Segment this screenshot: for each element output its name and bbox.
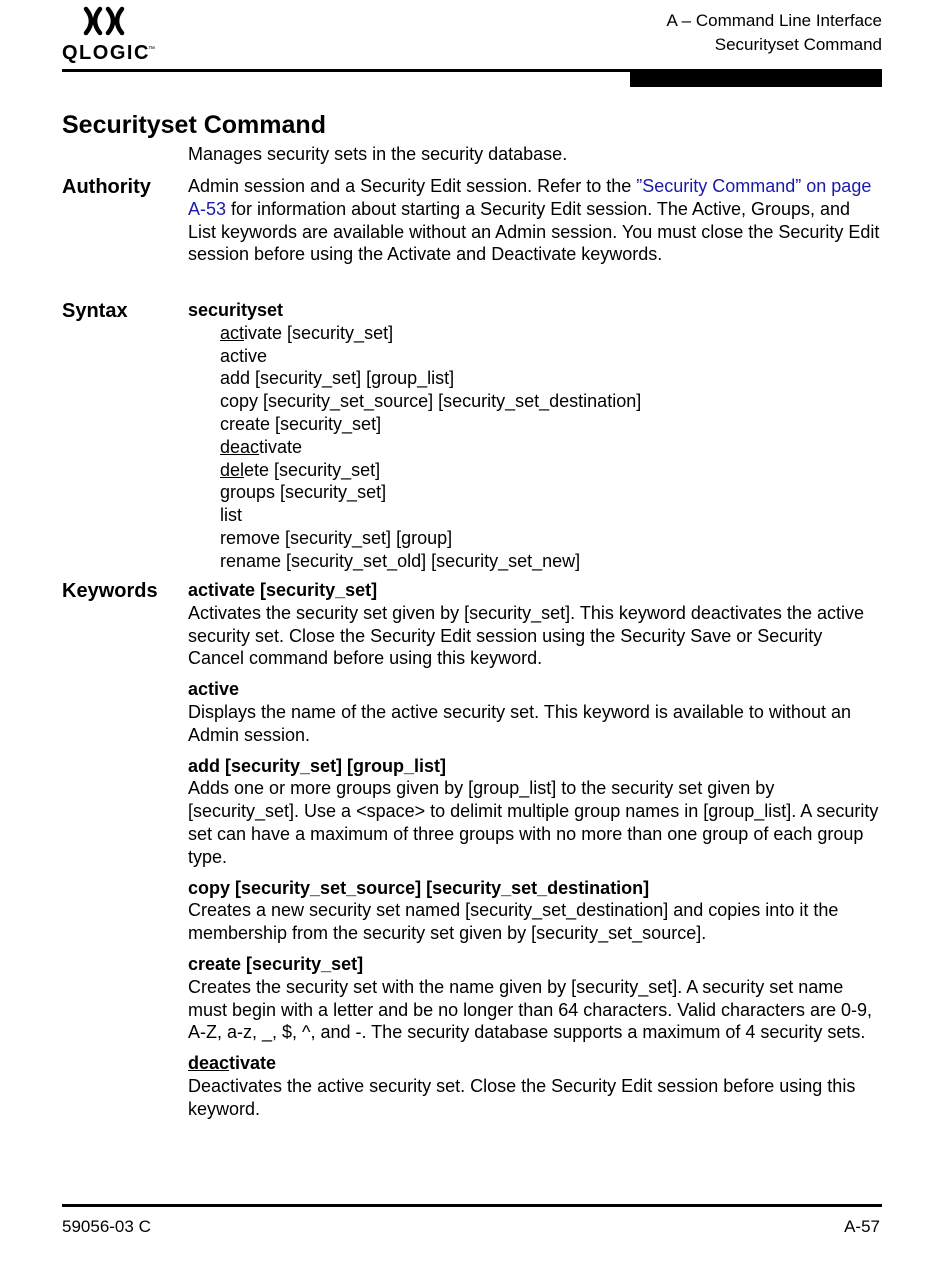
logo-trademark: ™ <box>148 46 155 53</box>
qlogic-logo <box>62 6 155 64</box>
security-command-link[interactable]: ”Security Command” on page A-53 <box>188 176 872 219</box>
footer-rule <box>62 1204 882 1207</box>
keyword-title <box>188 579 882 602</box>
syntax-section <box>62 299 882 573</box>
authority-section <box>62 175 882 266</box>
running-header <box>667 9 882 57</box>
keyword-description: Displays the name of the active security set. This keyword is available to without an Admin session. <box>188 701 851 745</box>
syntax-option <box>220 367 882 390</box>
syntax-option <box>220 436 882 459</box>
syntax-option-abbrev: act <box>220 322 245 343</box>
keyword-description: Activates the security set given by [security_set]. This keyword deactivates the active security set. Close the Security Edit session using the Security Save or Security Cancel command before using this keyword. <box>188 602 864 669</box>
syntax-option-text: active <box>220 345 268 366</box>
keyword-title <box>188 755 882 778</box>
keywords-section <box>62 579 882 1129</box>
page-title: Securityset Command <box>62 111 326 139</box>
keyword-entry <box>188 953 882 1044</box>
syntax-option-text: add [security_set] [group_list] <box>220 368 455 389</box>
syntax-option <box>220 481 882 504</box>
keyword-entry <box>188 1052 882 1120</box>
syntax-label: Syntax <box>62 300 128 322</box>
syntax-option-text: rename [security_set_old] [security_set_new] <box>220 550 581 571</box>
header-tab-bar <box>630 71 882 87</box>
keyword-title <box>188 1052 882 1075</box>
keyword-entry <box>188 678 882 746</box>
keyword-title <box>188 953 882 976</box>
keyword-title <box>188 877 882 900</box>
page-number: A-57 <box>844 1217 880 1236</box>
header-section: Securityset Command <box>714 35 882 54</box>
syntax-options <box>220 322 882 573</box>
syntax-option <box>220 390 882 413</box>
syntax-option <box>220 345 882 368</box>
keyword-title-text: create [security_set] <box>188 953 364 974</box>
header-chapter: A – Command Line Interface <box>666 11 882 30</box>
keyword-entry <box>188 877 882 945</box>
syntax-option-text: list <box>220 505 242 526</box>
keyword-entry <box>188 755 882 869</box>
syntax-option-abbrev: deac <box>220 436 260 457</box>
keyword-description: Adds one or more groups given by [group_list] to the security set given by [security_set]. Use a <space> to delimit multiple group names in [group_list]. A security set can have a maximum of three groups with no more than one group of each group type. <box>188 778 879 867</box>
keyword-title-text: tivate <box>229 1053 277 1074</box>
keywords-label: Keywords <box>62 580 158 602</box>
keyword-title-text: copy [security_set_source] [security_set_destination] <box>188 877 650 898</box>
keyword-title-text: activate [security_set] <box>188 580 378 600</box>
keyword-description: Creates a new security set named [security_set_destination] and copies into it the membership from the security set given by [security_set_source]. <box>188 900 839 944</box>
syntax-option <box>220 527 882 550</box>
intro-text: Manages security sets in the security database. <box>188 144 568 164</box>
syntax-command: securityset <box>188 300 284 320</box>
syntax-option <box>220 459 882 482</box>
keyword-title <box>188 678 882 701</box>
keyword-title-text: active <box>188 679 240 700</box>
keyword-title-text: add [security_set] [group_list] <box>188 755 447 776</box>
keyword-list <box>188 579 882 1121</box>
doc-number: 59056-03 C <box>62 1217 151 1236</box>
syntax-option-text: tivate <box>259 436 303 457</box>
syntax-option <box>220 322 882 345</box>
syntax-option <box>220 504 882 527</box>
syntax-option <box>220 413 882 436</box>
syntax-option-text: remove [security_set] [group] <box>220 527 453 548</box>
authority-label: Authority <box>62 176 151 198</box>
keyword-entry <box>188 579 882 670</box>
syntax-option-text: ete [security_set] <box>244 459 381 480</box>
intro-section <box>62 143 882 166</box>
keyword-title-abbrev: deac <box>188 1053 230 1074</box>
qlogic-logo-icon <box>82 6 126 36</box>
authority-text: Admin session and a Security Edit session. Refer to the ”Security Command” on page A-53 for information about starting a Security Edit session. The Active, Groups, and List keywords are available without an Admin session. You must close the Security Edit session before using the Activate and Deactivate keywords. <box>188 176 880 265</box>
logo-wordmark: QLOGIC <box>62 42 150 64</box>
syntax-option <box>220 550 882 573</box>
keyword-description: Creates the security set with the name given by [security_set]. A security set name must begin with a letter and be no longer than 64 characters. Valid characters are 0-9, A-Z, a-z, _, $, ^, and -. The security database supports a maximum of 4 security sets. <box>188 976 873 1043</box>
syntax-option-text: copy [security_set_source] [security_set_destination] <box>220 391 642 412</box>
syntax-option-abbrev: del <box>220 459 245 480</box>
syntax-option-text: groups [security_set] <box>220 482 387 503</box>
syntax-option-text: create [security_set] <box>220 413 382 434</box>
syntax-option-text: ivate [security_set] <box>244 322 394 343</box>
keyword-description: Deactivates the active security set. Close the Security Edit session before using this keyword. <box>188 1075 856 1119</box>
